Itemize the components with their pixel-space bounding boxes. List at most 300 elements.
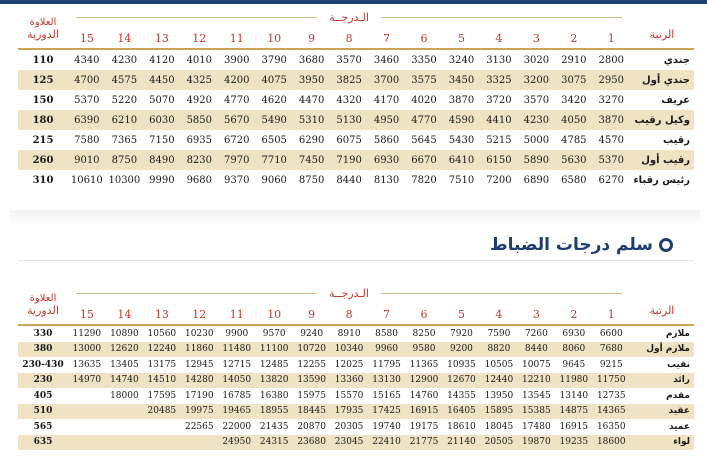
salary-cell: 12900	[409, 375, 439, 386]
salary-cell: 5860	[373, 134, 400, 146]
salary-cell: 9010	[74, 154, 100, 166]
grade-number: 2	[570, 307, 578, 321]
salary-cell: 13635	[72, 359, 102, 370]
salary-cell: 3825	[336, 74, 362, 86]
allowance-header-line1: العلاوة	[29, 17, 57, 28]
grade-number: 8	[345, 31, 353, 45]
salary-cell: 6030	[149, 114, 175, 126]
salary-cell: 7150	[149, 134, 175, 146]
salary-cell: 6075	[336, 134, 362, 146]
salary-cell: 21435	[259, 421, 289, 432]
salary-cell: 22565	[184, 421, 214, 432]
grade-number: 11	[229, 31, 244, 45]
table-row	[18, 110, 694, 130]
salary-cell: 20485	[147, 406, 177, 417]
salary-cell: 13545	[522, 390, 551, 401]
salary-cell: 6390	[74, 114, 100, 126]
salary-cell: 12240	[147, 344, 177, 355]
salary-cell: 15165	[372, 390, 401, 401]
rank-cell: لواء	[673, 437, 690, 448]
salary-cell: 4590	[448, 114, 475, 126]
salary-cell: 3870	[598, 114, 624, 126]
salary-cell: 4340	[74, 54, 100, 66]
salary-cell: 8910	[337, 328, 361, 339]
salary-cell: 15975	[297, 390, 326, 401]
grade-number: 3	[532, 307, 540, 321]
salary-cell: 22000	[222, 421, 252, 432]
rank-cell: جندي أول	[641, 74, 690, 86]
salary-cell: 13130	[372, 375, 401, 386]
rank-cell: ملازم أول	[646, 344, 690, 355]
salary-cell: 14760	[409, 390, 439, 401]
salary-cell: 24315	[259, 437, 289, 448]
allowance-header-line2: الدورية	[27, 28, 59, 41]
grade-number: 6	[420, 307, 428, 321]
salary-cell: 19870	[522, 437, 551, 448]
salary-cell: 16380	[259, 390, 289, 401]
salary-cell: 22410	[372, 437, 401, 448]
salary-cell: 4570	[598, 134, 624, 146]
salary-cell: 6670	[411, 154, 437, 166]
salary-cell: 7580	[74, 134, 100, 146]
salary-cell: 4785	[561, 134, 587, 146]
salary-cell: 8580	[375, 328, 398, 339]
circle-bullet-icon	[659, 238, 673, 252]
salary-cell: 9680	[186, 174, 213, 186]
salary-cell: 9990	[149, 174, 175, 186]
table-row	[18, 170, 694, 190]
salary-cell: 8440	[336, 174, 362, 186]
allowance-cell: 510	[33, 406, 53, 417]
salary-cell: 12670	[447, 375, 476, 386]
salary-cell: 3700	[373, 74, 400, 86]
salary-cell: 8820	[487, 344, 511, 355]
salary-cell: 3460	[373, 54, 400, 66]
salary-cell: 12945	[184, 359, 214, 370]
salary-cell	[106, 435, 143, 451]
salary-cell: 12715	[222, 359, 252, 370]
salary-cell: 3570	[523, 94, 550, 106]
salary-cell	[181, 435, 218, 451]
grade-number: 1	[607, 307, 615, 321]
grade-number: 3	[532, 31, 540, 45]
salary-cell: 14875	[559, 406, 589, 417]
salary-cell: 17480	[522, 421, 551, 432]
top-accent-bar	[0, 0, 707, 4]
grade-number: 4	[495, 307, 503, 321]
salary-cell: 7970	[224, 154, 250, 166]
salary-cell: 7710	[261, 154, 287, 166]
salary-cell: 11100	[259, 344, 289, 355]
individuals-salary-table	[18, 6, 694, 190]
salary-cell: 14510	[147, 375, 177, 386]
officers-rows	[18, 325, 694, 450]
salary-cell: 3075	[561, 74, 587, 86]
allowance-cell: 310	[32, 174, 54, 186]
salary-cell: 4410	[486, 114, 512, 126]
salary-cell: 5430	[448, 134, 475, 146]
salary-cell: 9580	[412, 344, 436, 355]
salary-cell: 13360	[334, 375, 364, 386]
salary-cell: 13590	[297, 375, 326, 386]
salary-cell: 10075	[522, 359, 551, 370]
table-row	[18, 419, 694, 435]
salary-cell: 3870	[448, 94, 475, 106]
salary-cell: 9060	[261, 174, 287, 186]
salary-cell: 14740	[110, 375, 139, 386]
salary-cell: 13405	[110, 359, 139, 370]
allowance-cell: 150	[32, 94, 54, 106]
salary-cell: 6410	[448, 154, 475, 166]
grade-number: 8	[345, 307, 353, 321]
salary-cell: 2910	[561, 54, 587, 66]
salary-cell: 3350	[411, 54, 437, 66]
salary-cell: 12255	[297, 359, 326, 370]
salary-cell: 20305	[334, 421, 364, 432]
salary-cell: 3680	[298, 54, 325, 66]
salary-cell: 9370	[224, 174, 250, 186]
salary-cell: 3450	[448, 74, 475, 86]
salary-cell: 6890	[523, 174, 550, 186]
salary-cell: 19465	[222, 406, 252, 417]
salary-cell: 14280	[184, 375, 214, 386]
salary-cell: 23680	[297, 437, 326, 448]
salary-cell: 16785	[222, 390, 252, 401]
salary-cell: 3270	[598, 94, 624, 106]
salary-cell: 8130	[373, 174, 400, 186]
salary-cell: 10720	[297, 344, 326, 355]
salary-cell: 20870	[297, 421, 326, 432]
salary-cell: 4450	[149, 74, 175, 86]
salary-cell: 12735	[596, 390, 626, 401]
salary-cell: 4120	[149, 54, 175, 66]
salary-cell: 9570	[262, 328, 286, 339]
salary-cell: 11795	[372, 359, 401, 370]
salary-cell: 4920	[186, 94, 213, 106]
salary-cell: 4020	[411, 94, 437, 106]
salary-cell: 9900	[225, 328, 249, 339]
salary-cell: 2800	[598, 54, 624, 66]
rank-header-label: الرتبة	[649, 28, 675, 41]
salary-cell: 4950	[373, 114, 400, 126]
salary-cell: 5220	[111, 94, 138, 106]
salary-cell: 12025	[334, 359, 364, 370]
allowance-cell: 215	[32, 134, 54, 146]
salary-cell: 6720	[224, 134, 250, 146]
salary-cell: 3950	[298, 74, 325, 86]
allowance-cell: 635	[33, 437, 53, 448]
allowance-cell: 110	[32, 54, 54, 66]
salary-cell: 4200	[224, 74, 250, 86]
rank-header-label: الرتبة	[649, 304, 675, 317]
salary-cell: 11290	[72, 328, 102, 339]
table-row	[18, 357, 694, 373]
salary-cell: 3570	[336, 54, 362, 66]
salary-cell: 5670	[224, 114, 250, 126]
table-row	[18, 325, 694, 342]
salary-cell: 5310	[298, 114, 325, 126]
table-row	[18, 90, 694, 110]
table-row	[18, 70, 694, 90]
salary-cell: 12485	[259, 359, 289, 370]
salary-cell: 19175	[409, 421, 439, 432]
officers-salary-table	[18, 282, 694, 450]
rank-cell: ملازم	[665, 328, 690, 339]
salary-cell: 6935	[186, 134, 213, 146]
salary-cell: 8750	[298, 174, 325, 186]
allowance-cell: 230-430	[22, 359, 64, 370]
rank-cell: نقيب	[666, 359, 690, 370]
grade-number: 14	[117, 31, 132, 45]
grade-number: 15	[79, 307, 94, 321]
grade-number: 4	[495, 31, 503, 45]
salary-cell: 3200	[523, 74, 550, 86]
salary-cell: 7200	[486, 174, 512, 186]
grade-number: 1	[607, 31, 615, 45]
salary-cell: 6580	[561, 174, 587, 186]
allowance-cell: 565	[33, 421, 53, 432]
salary-cell: 10560	[147, 328, 177, 339]
salary-cell	[68, 388, 106, 404]
salary-cell: 5850	[186, 114, 213, 126]
salary-cell: 4700	[74, 74, 100, 86]
salary-cell: 16915	[559, 421, 589, 432]
section-shadow	[10, 210, 700, 226]
salary-cell: 3900	[224, 54, 250, 66]
salary-cell: 10230	[184, 328, 214, 339]
rank-header	[630, 6, 694, 28]
salary-cell: 3420	[561, 94, 587, 106]
salary-cell: 6505	[261, 134, 287, 146]
salary-cell: 4575	[111, 74, 138, 86]
salary-cell: 5370	[74, 94, 100, 106]
salary-cell: 6290	[298, 134, 325, 146]
table-row	[18, 150, 694, 170]
allowance-header-line1: العلاوة	[29, 293, 57, 304]
table-row	[18, 130, 694, 150]
salary-cell: 9215	[599, 359, 623, 370]
rank-cell: رقيب	[663, 134, 690, 146]
salary-cell: 23045	[334, 437, 364, 448]
salary-cell: 15895	[484, 406, 514, 417]
grade-number: 14	[117, 307, 132, 321]
salary-cell: 10610	[70, 174, 103, 186]
salary-cell: 10300	[108, 174, 141, 186]
salary-cell: 18955	[259, 406, 289, 417]
salary-cell: 4010	[186, 54, 213, 66]
salary-cell: 24950	[222, 437, 252, 448]
individuals-rows	[18, 49, 694, 190]
table-row	[18, 49, 694, 70]
rank-cell: رقيب أول	[641, 154, 690, 166]
salary-cell: 5130	[336, 114, 362, 126]
grade-number: 7	[383, 307, 391, 321]
salary-cell: 12210	[522, 375, 551, 386]
salary-cell: 4230	[523, 114, 550, 126]
salary-cell: 9200	[450, 344, 473, 355]
rank-cell: رئيس رقباء	[633, 174, 690, 186]
salary-cell: 6600	[599, 328, 623, 339]
rank-cell: عقيد	[668, 406, 690, 417]
salary-cell: 6210	[111, 114, 138, 126]
salary-cell: 21140	[447, 437, 476, 448]
salary-cell: 4770	[224, 94, 250, 106]
rank-cell: جندي	[663, 54, 690, 66]
salary-cell: 21775	[409, 437, 439, 448]
salary-cell: 14970	[72, 375, 102, 386]
salary-cell	[106, 419, 143, 435]
allowance-cell: 180	[32, 114, 54, 126]
allowance-cell: 260	[32, 154, 54, 166]
table-row	[18, 342, 694, 358]
salary-cell: 11980	[559, 375, 589, 386]
salary-cell: 4050	[561, 114, 587, 126]
salary-cell: 16405	[447, 406, 476, 417]
salary-cell: 5490	[261, 114, 287, 126]
salary-cell: 11750	[596, 375, 626, 386]
salary-cell: 6930	[373, 154, 400, 166]
salary-cell: 16350	[596, 421, 626, 432]
salary-cell: 18610	[447, 421, 476, 432]
grade-number: 9	[308, 31, 316, 45]
grade-number: 13	[154, 31, 169, 45]
grade-number: 5	[457, 307, 465, 321]
salary-cell: 12620	[110, 344, 139, 355]
salary-cell: 5630	[561, 154, 587, 166]
table-row	[18, 373, 694, 389]
salary-cell: 6150	[486, 154, 512, 166]
grade-number: 6	[420, 31, 428, 45]
salary-cell: 7190	[336, 154, 362, 166]
table-row	[18, 435, 694, 451]
salary-cell: 7450	[298, 154, 325, 166]
salary-cell	[106, 404, 143, 420]
officers-title-text: سلم درجات الضباط	[490, 235, 653, 255]
rank-header	[630, 282, 694, 304]
salary-cell: 8230	[186, 154, 213, 166]
salary-cell: 17595	[147, 390, 177, 401]
salary-cell: 14365	[596, 406, 626, 417]
salary-cell: 8060	[562, 344, 586, 355]
salary-cell: 4620	[261, 94, 287, 106]
salary-cell: 3130	[486, 54, 512, 66]
salary-cell: 5000	[523, 134, 550, 146]
salary-cell: 19235	[559, 437, 589, 448]
salary-cell: 8750	[111, 154, 138, 166]
salary-cell: 3575	[411, 74, 437, 86]
salary-cell: 10340	[334, 344, 364, 355]
rank-cell: وكيل رقيب	[634, 114, 690, 126]
salary-cell: 4320	[336, 94, 362, 106]
table-row	[18, 404, 694, 420]
salary-cell: 11860	[184, 344, 214, 355]
salary-cell	[68, 404, 106, 420]
salary-cell: 17425	[372, 406, 401, 417]
salary-cell: 18600	[596, 437, 626, 448]
salary-cell	[143, 435, 180, 451]
salary-cell: 17190	[184, 390, 214, 401]
grade-number: 10	[267, 307, 282, 321]
salary-cell: 9960	[375, 344, 398, 355]
salary-cell: 6930	[562, 328, 586, 339]
salary-cell: 14355	[447, 390, 476, 401]
rank-cell: عميد	[668, 421, 690, 432]
salary-cell: 15570	[334, 390, 364, 401]
salary-cell: 3790	[261, 54, 287, 66]
salary-cell: 10505	[484, 359, 514, 370]
salary-cell: 18045	[484, 421, 514, 432]
rank-cell: رائد	[673, 375, 690, 386]
salary-cell: 7680	[599, 344, 623, 355]
salary-cell: 4770	[411, 114, 437, 126]
salary-cell: 4325	[186, 74, 213, 86]
allowance-cell: 405	[33, 390, 53, 401]
grade-number: 2	[570, 31, 578, 45]
grade-number: 5	[457, 31, 465, 45]
grade-header: الـدرجــة	[68, 6, 630, 28]
grade-number: 11	[229, 307, 244, 321]
officers-section-title	[490, 232, 673, 258]
grade-number: 13	[154, 307, 169, 321]
salary-cell: 4170	[373, 94, 400, 106]
salary-cell: 8250	[412, 328, 436, 339]
salary-cell: 10935	[447, 359, 476, 370]
allowance-cell: 380	[33, 344, 53, 355]
salary-cell: 18445	[297, 406, 326, 417]
grade-number: 7	[383, 31, 391, 45]
salary-cell: 18000	[110, 390, 139, 401]
rank-cell: عريف	[661, 94, 690, 106]
salary-cell: 7260	[524, 328, 548, 339]
salary-cell: 10890	[110, 328, 139, 339]
allowance-cell: 125	[32, 74, 54, 86]
salary-cell: 7365	[111, 134, 138, 146]
salary-cell: 5370	[598, 154, 624, 166]
salary-cell: 12440	[484, 375, 514, 386]
title-divider	[18, 260, 694, 261]
salary-cell: 7820	[411, 174, 437, 186]
salary-cell	[68, 419, 106, 435]
salary-cell: 17935	[334, 406, 364, 417]
salary-cell: 2950	[598, 74, 624, 86]
salary-cell: 7510	[448, 174, 475, 186]
salary-cell: 20505	[484, 437, 514, 448]
allowance-cell: 230	[33, 375, 53, 386]
salary-cell: 4470	[298, 94, 325, 106]
allowance-header-line2: الدورية	[27, 304, 59, 317]
salary-cell: 16915	[409, 406, 439, 417]
grade-number: 12	[192, 31, 207, 45]
salary-cell: 4075	[261, 74, 287, 86]
salary-cell: 4230	[111, 54, 138, 66]
salary-cell: 8440	[524, 344, 548, 355]
salary-cell: 5645	[411, 134, 437, 146]
salary-cell: 6270	[598, 174, 624, 186]
salary-cell: 13140	[559, 390, 589, 401]
allowance-cell: 330	[33, 328, 53, 339]
salary-cell: 13950	[484, 390, 514, 401]
grade-number: 15	[79, 31, 94, 45]
salary-cell: 7590	[487, 328, 511, 339]
salary-cell: 19975	[184, 406, 214, 417]
grade-header: الـدرجــة	[68, 282, 630, 304]
salary-cell: 19740	[372, 421, 401, 432]
grade-number: 10	[267, 31, 282, 45]
salary-cell: 11365	[409, 359, 439, 370]
salary-cell: 3240	[448, 54, 475, 66]
salary-cell	[68, 435, 106, 451]
salary-cell: 13175	[147, 359, 177, 370]
